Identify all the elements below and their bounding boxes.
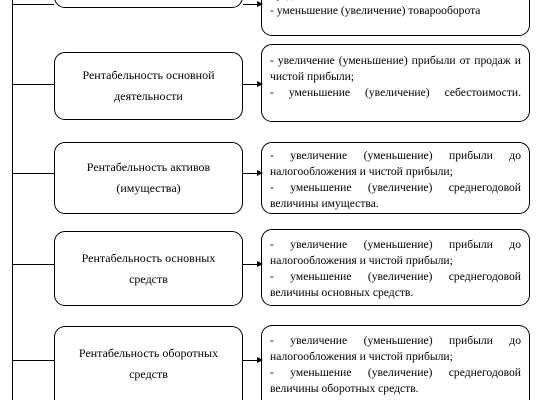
- factor-item: - увеличение (уменьшение) прибыли до налогообложения и чистой прибыли;: [270, 149, 521, 178]
- factor-item: - уменьшение (увеличение) товарооборота: [270, 4, 481, 17]
- factor-item: - уменьшение (увеличение) себестоимости.: [270, 86, 521, 99]
- factors-box: [261, 0, 530, 36]
- metric-box: [54, 0, 243, 8]
- metric-box: [54, 231, 243, 306]
- row-connector: [12, 360, 54, 361]
- metric-box: [54, 326, 243, 400]
- vertical-connector-line: [12, 0, 13, 400]
- factor-item: - уменьшение (увеличение) среднегодовой величины оборотных средств.: [270, 366, 521, 395]
- arrow-connector: [243, 173, 261, 174]
- factor-item: - уменьшение (увеличение) среднегодовой величины основных средств.: [270, 270, 521, 299]
- row-connector: [12, 84, 54, 85]
- factor-item: - увеличение (уменьшение) прибыли до налогообложения и чистой прибыли;: [270, 238, 521, 267]
- metric-box: [54, 142, 243, 214]
- row-connector: [12, 173, 54, 174]
- factor-item: - увеличение (уменьшение) прибыли от продаж и чистой прибыли;: [270, 54, 521, 83]
- metric-label: Рентабельность основной деятельности: [82, 68, 215, 103]
- metric-label: Рентабельность активов (имущества): [86, 160, 211, 195]
- metric-label: Рентабельность основных средств: [81, 250, 216, 286]
- arrow-connector: [243, 4, 261, 5]
- arrow-connector: [243, 264, 261, 265]
- arrow-connector: [243, 360, 261, 361]
- metric-label: Рентабельность оборотных средств: [78, 345, 219, 381]
- factor-item: - увеличение (уменьшение) прибыли до налогообложения и чистой прибыли;: [270, 334, 521, 363]
- row-connector: [12, 4, 54, 5]
- factors-box: [261, 325, 530, 400]
- arrow-connector: [243, 84, 261, 85]
- factor-item: - уменьшение (увеличение) среднегодовой величины имущества.: [270, 181, 521, 210]
- factors-box: [261, 44, 530, 122]
- metric-box: [54, 52, 243, 120]
- factors-box: [261, 142, 530, 214]
- factors-box: [261, 229, 530, 306]
- row-connector: [12, 264, 54, 265]
